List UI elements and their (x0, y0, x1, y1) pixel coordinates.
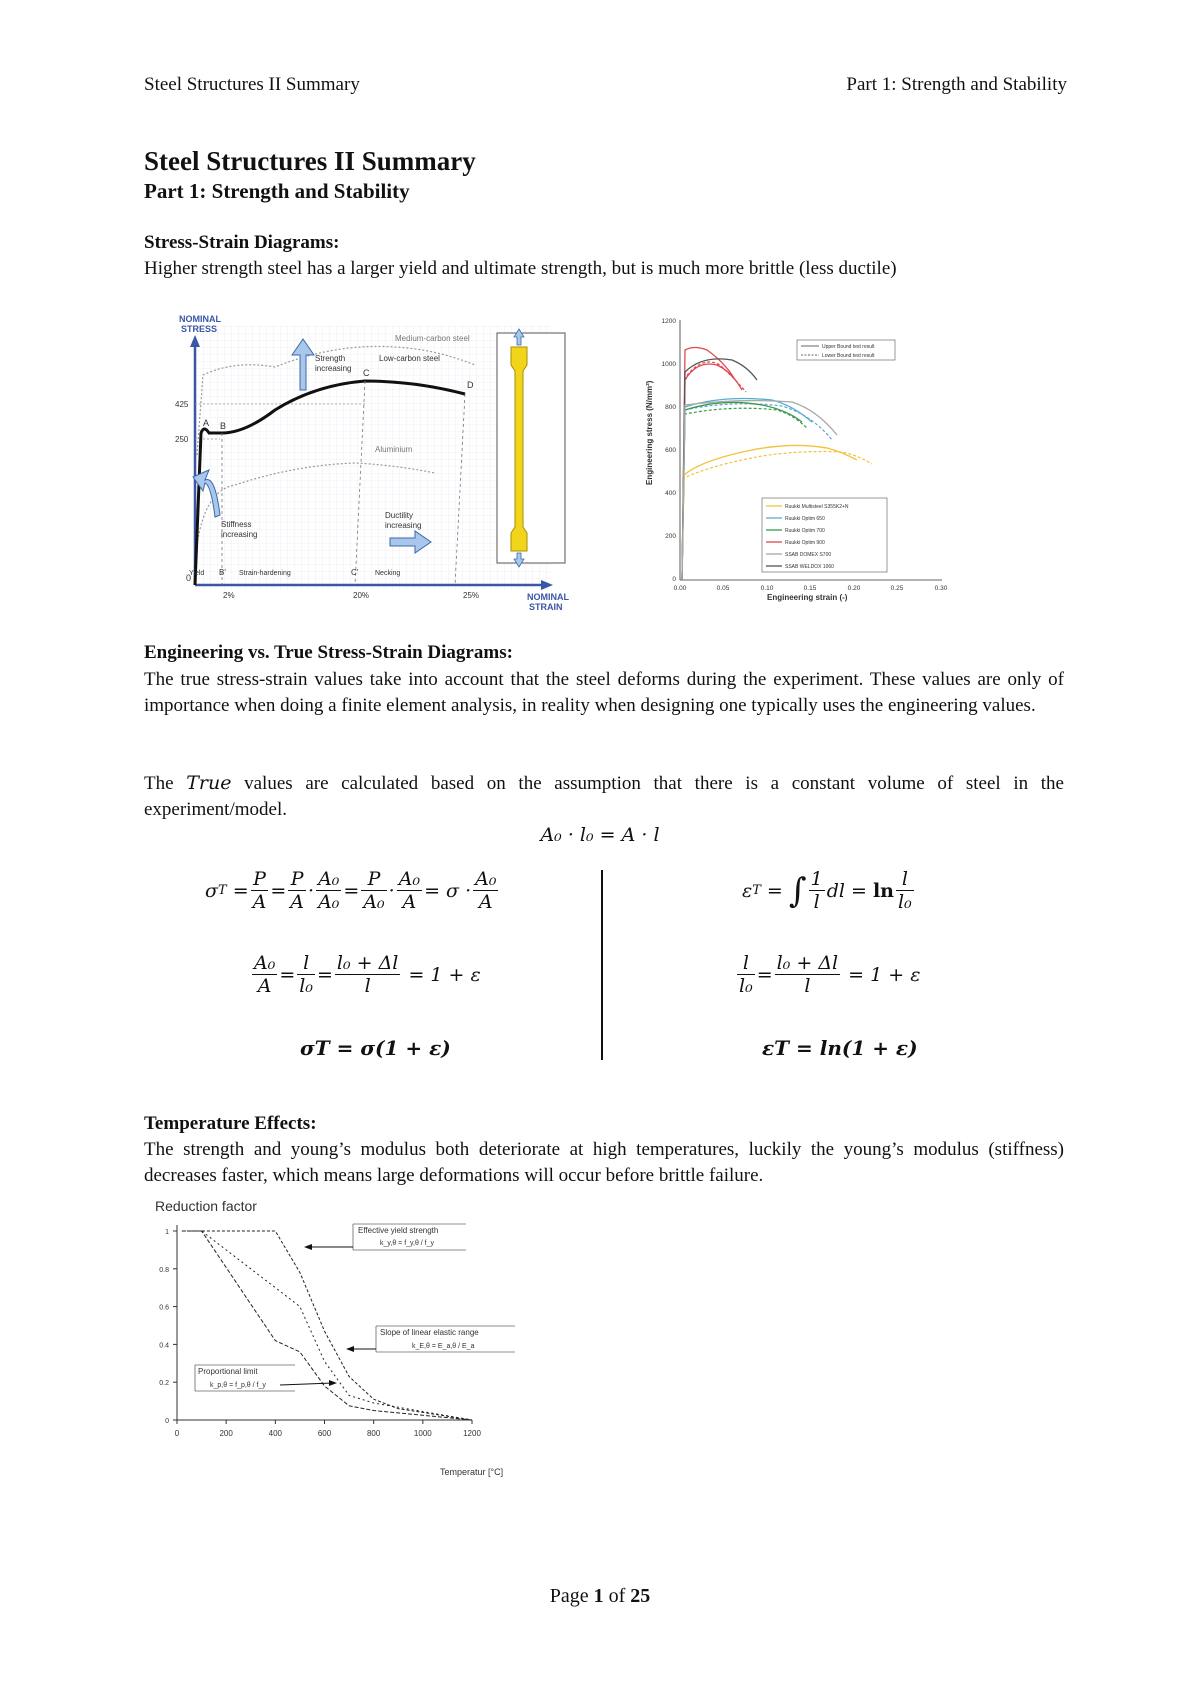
fig2-xlabel: Engineering strain (-) (767, 593, 848, 602)
fig2-xtick-0: 0.00 (673, 585, 687, 592)
fig2-legend-optim900: Ruukki Optim 900 (785, 540, 825, 546)
page-subtitle: Part 1: Strength and Stability (144, 179, 410, 203)
label-ductility-2: increasing (385, 521, 422, 530)
fig2-ytick-600: 600 (665, 447, 676, 454)
y-tick-0: 0 (186, 573, 192, 583)
x-tick-25pct: 25% (463, 591, 480, 600)
page-title: Steel Structures II Summary (144, 146, 476, 176)
point-C-prime: C' (351, 568, 359, 577)
point-C: C (363, 368, 370, 378)
temp-chart-y-tick: 0.2 (159, 1380, 169, 1388)
fig2-xtick-030: 0.30 (934, 585, 948, 592)
fig2-legend-weldox: SSAB WELDOX 1060 (785, 564, 834, 570)
temp-chart-title: Reduction factor (155, 1198, 257, 1214)
equation-length-ratio: $\frac{l}{\text{l₀}}$ = $\frac{\text{l₀ + Δl}}{l}$ = 1 + ε (739, 952, 921, 997)
temp-chart-y-tick: 0.8 (159, 1266, 169, 1274)
section-heading-true-stress: Engineering vs. True Stress-Strain Diagrams: (144, 642, 513, 663)
text-the: The (144, 773, 187, 794)
label-aluminium: Aluminium (375, 445, 413, 454)
equation-constant-volume: A₀ · l₀ = A · l (540, 824, 660, 846)
footer-pre: Page (549, 1585, 594, 1607)
fig2-ytick-200: 200 (665, 533, 676, 540)
temp-chart-x-tick: 1200 (463, 1429, 481, 1438)
text-true-em: True (186, 772, 232, 794)
fig2-xtick-005: 0.05 (716, 585, 730, 592)
section-text-true-stress: The true stress-strain values take into account that the steel deforms during the experiment. These values are only of importance when doing a finite element analysis, in reality when designing one typically uses the engineering values. (144, 669, 1064, 716)
callout-slope-sub: k_E,θ = E_a,θ / E_a (412, 1343, 475, 1350)
label-stiffness-2: increasing (221, 530, 258, 539)
fig2-xtick-025: 0.25 (890, 585, 904, 592)
fig2-legend-domex: SSAB DOMEX S700 (785, 552, 832, 558)
callout-proportional: Proportional limit (198, 1367, 258, 1376)
header-left: Steel Structures II Summary (144, 74, 360, 95)
header-right: Part 1: Strength and Stability (846, 74, 1067, 95)
callout-yield-sub: k_y,θ = f_y,θ / f_y (380, 1240, 435, 1247)
page-footer (0, 1585, 1200, 1608)
fig2-xtick-015: 0.15 (803, 585, 817, 592)
section-text-temperature: The strength and young’s modulus both deteriorate at high temperatures, luckily the young’s modulus (stiffness) decreases faster, which means large deformations will occur before brittle failure. (144, 1139, 1064, 1186)
temp-chart-y-tick: 0.6 (159, 1304, 169, 1312)
temperature-reduction-chart (150, 1195, 530, 1485)
fig2-legend-lower: Lower Bound test result (822, 353, 875, 359)
x-axis-label-1: NOMINAL (527, 592, 569, 602)
text-values-calculated: values are calculated based on the assumption that there is a constant volume of steel in the experiment/model. (144, 773, 1064, 820)
label-strength-2: increasing (315, 364, 352, 373)
label-medium-carbon: Medium-carbon steel (395, 334, 470, 343)
point-D: D (467, 380, 474, 390)
callout-slope: Slope of linear elastic range (380, 1328, 479, 1337)
section-text-stress-strain: Higher strength steel has a larger yield and ultimate strength, but is much more brittle (less ductile) (144, 258, 897, 279)
stress-strain-schematic (175, 305, 575, 615)
point-A: A (203, 418, 210, 428)
y-tick-425: 425 (175, 400, 189, 409)
footer-page: 1 (593, 1585, 604, 1607)
x-tick-20pct: 20% (353, 591, 370, 600)
y-tick-250: 250 (175, 435, 189, 444)
section-heading-stress-strain: Stress-Strain Diagrams: (144, 232, 340, 253)
temp-chart-y-tick: 0.4 (159, 1342, 169, 1350)
temp-chart-x-tick: 600 (317, 1429, 332, 1438)
equation-true-stress: σ T = $\frac{P}{A}$ = $\frac{P}{A}$ · $\frac{\text{A₀}}{\text{A₀}}$ = $\frac{P}{\text{A₀}}$ · $\frac{\text{A₀}}{A}$ = σ · $\frac{\text{A₀}}{A}$ (205, 868, 497, 913)
temp-chart-y-tick: 0 (165, 1418, 169, 1425)
label-yield: Yield (189, 570, 205, 577)
footer-total: 25 (630, 1585, 651, 1607)
footer-mid: of (603, 1585, 631, 1607)
test-results-chart (642, 310, 952, 610)
x-axis-label-2: STRAIN (529, 602, 563, 612)
fig2-xtick-010: 0.10 (760, 585, 774, 592)
section-heading-temperature: Temperature Effects: (144, 1113, 317, 1134)
temp-chart-x-tick: 400 (268, 1429, 283, 1438)
equation-true-strain-result: εT = ln(1 + ε) (762, 1036, 918, 1060)
fig2-xtick-020: 0.20 (847, 585, 861, 592)
temp-chart-y-tick: 1 (165, 1229, 169, 1236)
fig2-ytick-0: 0 (672, 576, 676, 583)
fig2-ylabel: Engineering stress (N/mm²) (645, 380, 654, 485)
section-text-constant-volume (144, 770, 1064, 823)
label-necking: Necking (375, 570, 401, 577)
temp-chart-series-3 (182, 1231, 472, 1420)
fig2-legend-s355: Ruukki Multisteel S355K2+N (785, 504, 849, 510)
temp-chart-x-tick: 800 (366, 1429, 381, 1438)
fig2-ytick-400: 400 (665, 490, 676, 497)
equation-true-strain: ε T = ∫ $\frac{1}{l}$ dl = ln $\frac{l}{\text{l₀}}$ (742, 868, 912, 913)
label-ductility-1: Ductility (385, 511, 414, 520)
temp-chart-series-1 (182, 1231, 472, 1420)
label-strain-hardening: Strain-hardening (239, 570, 291, 577)
equation-area-ratio: $\frac{\text{A₀}}{A}$ = $\frac{l}{\text{l₀}}$ = $\frac{\text{l₀ + Δl}}{l}$ = 1 + ε (254, 952, 481, 997)
equation-true-stress-result: σT = σ(1 + ε) (300, 1036, 451, 1060)
callout-yield: Effective yield strength (358, 1226, 439, 1235)
label-low-carbon: Low-carbon steel (379, 354, 440, 363)
y-axis-label-2: STRESS (181, 324, 218, 334)
temp-chart-x-tick: 200 (219, 1429, 233, 1438)
fig2-ytick-800: 800 (665, 404, 676, 411)
callout-proportional-sub: k_p,θ = f_p,θ / f_y (210, 1382, 266, 1389)
fig2-ytick-1000: 1000 (661, 361, 676, 368)
temp-chart-x-tick: 0 (174, 1429, 180, 1438)
temp-chart-xlabel: Temperatur [°C] (440, 1467, 504, 1477)
label-stiffness-1: Stiffness (221, 520, 252, 529)
y-axis-label-1: NOMINAL (179, 314, 221, 324)
point-B: B (220, 421, 227, 431)
fig2-legend-upper: Upper Bound test result (822, 344, 875, 350)
point-B-prime: B' (219, 568, 226, 577)
label-strength-1: Strength (315, 354, 346, 363)
x-tick-2pct: 2% (223, 591, 235, 600)
temp-chart-x-tick: 1000 (413, 1429, 432, 1438)
temp-chart-series-2 (182, 1231, 472, 1420)
equation-divider (601, 870, 603, 1060)
fig2-legend-optim650: Ruukki Optim 650 (785, 516, 825, 522)
fig2-legend-optim700: Ruukki Optim 700 (785, 528, 825, 534)
fig2-ytick-1200: 1200 (661, 318, 676, 325)
